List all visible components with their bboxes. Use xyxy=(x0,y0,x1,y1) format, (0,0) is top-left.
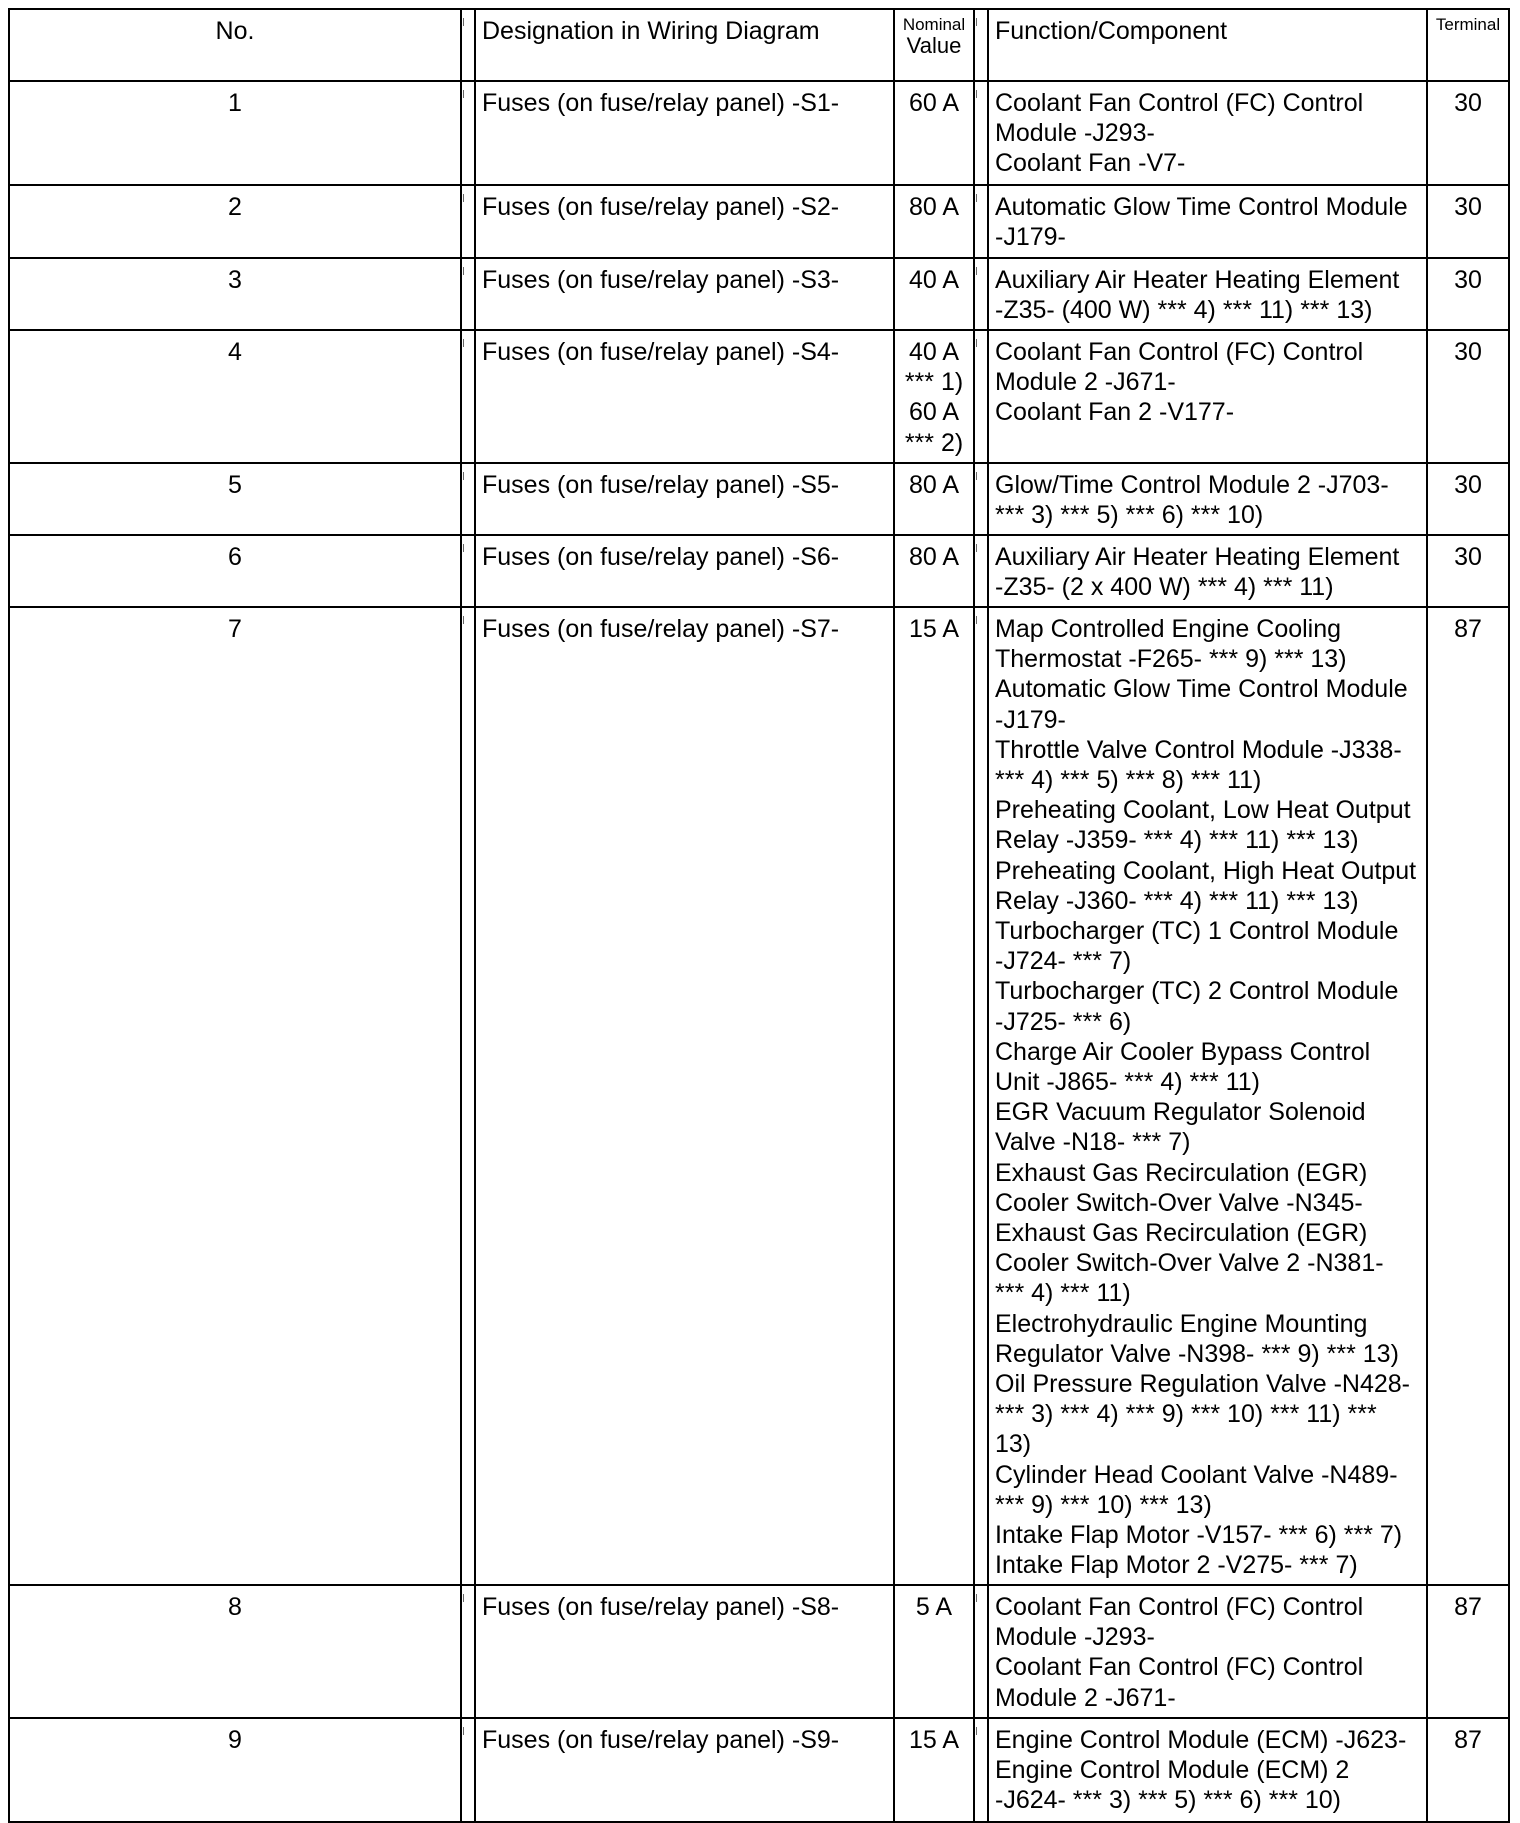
function-line: Coolant Fan Control (FC) Control xyxy=(995,338,1364,366)
row-spacer xyxy=(974,1718,988,1822)
row-spacer xyxy=(461,258,475,330)
nominal-value-line: 60 A xyxy=(908,89,960,117)
row-spacer xyxy=(461,1718,475,1822)
row-spacer xyxy=(974,535,988,607)
table-row xyxy=(9,185,1509,258)
header-nominal-value xyxy=(894,9,974,81)
function-line: -Z35- (400 W) *** 4) *** 11) *** 13) xyxy=(995,296,1373,325)
row-terminal: 87 xyxy=(1427,1585,1509,1718)
row-designation: Fuses (on fuse/relay panel) -S5- xyxy=(475,463,894,535)
nominal-value-line: *** 2) xyxy=(904,428,964,457)
function-line: *** 3) *** 5) *** 6) *** 10) xyxy=(995,501,1264,530)
header-terminal xyxy=(1427,9,1509,81)
row-number: 5 xyxy=(9,463,461,535)
header-terminal-label: Terminal xyxy=(1435,15,1501,34)
row-number: 1 xyxy=(9,81,461,185)
nominal-value-line: 15 A xyxy=(908,615,960,643)
nominal-value-line: 40 A xyxy=(908,338,960,366)
table-row xyxy=(9,463,1509,535)
row-number: 2 xyxy=(9,185,461,258)
table-row xyxy=(9,1718,1509,1822)
header-spacer xyxy=(461,9,475,81)
row-designation: Fuses (on fuse/relay panel) -S9- xyxy=(475,1718,894,1822)
function-line: -J624- *** 3) *** 5) *** 6) *** 10) xyxy=(995,1786,1341,1815)
header-spacer xyxy=(974,9,988,81)
header-nominal-top: Nominal xyxy=(902,15,966,34)
row-spacer xyxy=(974,81,988,185)
row-spacer xyxy=(461,185,475,258)
function-line: EGR Vacuum Regulator Solenoid xyxy=(995,1098,1366,1127)
function-line: Coolant Fan 2 -V177- xyxy=(995,398,1235,427)
function-line: Module 2 -J671- xyxy=(995,1683,1176,1712)
function-line: Coolant Fan Control (FC) Control xyxy=(995,89,1364,117)
function-line: Exhaust Gas Recirculation (EGR) xyxy=(995,1158,1368,1187)
row-number: 8 xyxy=(9,1585,461,1718)
function-line: 13) xyxy=(995,1430,1032,1459)
row-designation: Fuses (on fuse/relay panel) -S4- xyxy=(475,330,894,463)
row-designation: Fuses (on fuse/relay panel) -S1- xyxy=(475,81,894,185)
nominal-value-line: 40 A xyxy=(908,266,960,294)
function-line: Coolant Fan Control (FC) Control xyxy=(995,1593,1364,1621)
function-line: Coolant Fan Control (FC) Control xyxy=(995,1653,1364,1682)
header-nominal-bottom: Value xyxy=(906,33,962,58)
function-line: Oil Pressure Regulation Valve -N428- xyxy=(995,1370,1411,1399)
row-designation: Fuses (on fuse/relay panel) -S2- xyxy=(475,185,894,258)
fuse-table-sheet xyxy=(8,8,1508,1815)
row-terminal: 30 xyxy=(1427,463,1509,535)
function-line: Engine Control Module (ECM) 2 xyxy=(995,1756,1350,1785)
function-line: Automatic Glow Time Control Module xyxy=(995,193,1408,221)
header-function: Function/Component xyxy=(988,9,1427,81)
function-line: Intake Flap Motor 2 -V275- *** 7) xyxy=(995,1551,1358,1580)
row-nominal-value xyxy=(894,81,974,185)
function-line: Module -J293- xyxy=(995,119,1155,148)
row-spacer xyxy=(461,607,475,1585)
function-line: Cooler Switch-Over Valve 2 -N381- xyxy=(995,1249,1384,1278)
table-row xyxy=(9,81,1509,185)
row-function xyxy=(988,330,1427,463)
table-row xyxy=(9,607,1509,1585)
row-terminal: 87 xyxy=(1427,1718,1509,1822)
function-line: Cylinder Head Coolant Valve -N489- xyxy=(995,1460,1398,1489)
function-line: Turbocharger (TC) 1 Control Module xyxy=(995,917,1399,946)
row-spacer xyxy=(461,463,475,535)
function-line: -J179- xyxy=(995,223,1066,252)
function-line: Relay -J359- *** 4) *** 11) *** 13) xyxy=(995,826,1359,855)
row-nominal-value xyxy=(894,1585,974,1718)
function-line: Intake Flap Motor -V157- *** 6) *** 7) xyxy=(995,1521,1403,1550)
row-spacer xyxy=(974,463,988,535)
nominal-value-line: 80 A xyxy=(908,193,960,221)
row-designation: Fuses (on fuse/relay panel) -S6- xyxy=(475,535,894,607)
row-designation: Fuses (on fuse/relay panel) -S3- xyxy=(475,258,894,330)
function-line: *** 3) *** 4) *** 9) *** 10) *** 11) *** xyxy=(995,1400,1377,1429)
row-function xyxy=(988,185,1427,258)
function-line: Regulator Valve -N398- *** 9) *** 13) xyxy=(995,1339,1399,1368)
row-terminal: 30 xyxy=(1427,185,1509,258)
row-spacer xyxy=(974,258,988,330)
row-terminal: 30 xyxy=(1427,330,1509,463)
row-function xyxy=(988,535,1427,607)
row-designation: Fuses (on fuse/relay panel) -S7- xyxy=(475,607,894,1585)
row-spacer xyxy=(461,1585,475,1718)
header-designation: Designation in Wiring Diagram xyxy=(475,9,894,81)
nominal-value-line: 80 A xyxy=(908,543,960,571)
header-no: No. xyxy=(9,9,461,81)
row-nominal-value xyxy=(894,1718,974,1822)
function-line: -Z35- (2 x 400 W) *** 4) *** 11) xyxy=(995,573,1334,602)
row-function xyxy=(988,607,1427,1585)
row-spacer xyxy=(461,81,475,185)
function-line: Auxiliary Air Heater Heating Element xyxy=(995,266,1400,294)
table-row xyxy=(9,258,1509,330)
function-line: Coolant Fan -V7- xyxy=(995,149,1186,178)
nominal-value-line: 5 A xyxy=(915,1593,953,1621)
function-line: Map Controlled Engine Cooling xyxy=(995,615,1342,643)
function-line: Engine Control Module (ECM) -J623- xyxy=(995,1726,1407,1754)
row-spacer xyxy=(974,185,988,258)
function-line: Throttle Valve Control Module -J338- xyxy=(995,735,1402,764)
row-spacer xyxy=(974,1585,988,1718)
function-line: Turbocharger (TC) 2 Control Module xyxy=(995,977,1399,1006)
row-terminal: 30 xyxy=(1427,258,1509,330)
row-terminal: 30 xyxy=(1427,535,1509,607)
function-line: -J179- xyxy=(995,705,1066,734)
function-line: Valve -N18- *** 7) xyxy=(995,1128,1191,1157)
function-line: Cooler Switch-Over Valve -N345- xyxy=(995,1188,1363,1217)
function-line: Module 2 -J671- xyxy=(995,368,1176,397)
function-line: Glow/Time Control Module 2 -J703- xyxy=(995,471,1389,499)
function-line: Preheating Coolant, High Heat Output xyxy=(995,856,1417,885)
row-function xyxy=(988,463,1427,535)
header-row xyxy=(9,9,1509,81)
row-spacer xyxy=(974,607,988,1585)
row-nominal-value xyxy=(894,463,974,535)
row-nominal-value xyxy=(894,258,974,330)
function-line: Exhaust Gas Recirculation (EGR) xyxy=(995,1219,1368,1248)
row-spacer xyxy=(974,330,988,463)
function-line: -J724- *** 7) xyxy=(995,947,1132,976)
table-row xyxy=(9,330,1509,463)
function-line: Preheating Coolant, Low Heat Output xyxy=(995,796,1411,825)
function-line: *** 4) *** 5) *** 8) *** 11) xyxy=(995,766,1262,795)
nominal-value-line: 15 A xyxy=(908,1726,960,1754)
function-line: -J725- *** 6) xyxy=(995,1007,1132,1036)
row-function xyxy=(988,1718,1427,1822)
row-designation: Fuses (on fuse/relay panel) -S8- xyxy=(475,1585,894,1718)
function-line: Automatic Glow Time Control Module xyxy=(995,675,1408,704)
row-nominal-value xyxy=(894,607,974,1585)
function-line: Charge Air Cooler Bypass Control xyxy=(995,1037,1371,1066)
function-line: Unit -J865- *** 4) *** 11) xyxy=(995,1068,1260,1097)
table-row xyxy=(9,1585,1509,1718)
row-terminal: 87 xyxy=(1427,607,1509,1585)
function-line: Module -J293- xyxy=(995,1623,1155,1652)
fuse-table xyxy=(8,8,1510,1823)
row-nominal-value xyxy=(894,330,974,463)
row-nominal-value xyxy=(894,535,974,607)
row-function xyxy=(988,81,1427,185)
function-line: Relay -J360- *** 4) *** 11) *** 13) xyxy=(995,886,1359,915)
row-spacer xyxy=(461,330,475,463)
row-number: 7 xyxy=(9,607,461,1585)
row-spacer xyxy=(461,535,475,607)
nominal-value-line: *** 1) xyxy=(904,368,964,397)
row-function xyxy=(988,258,1427,330)
function-line: *** 9) *** 10) *** 13) xyxy=(995,1490,1212,1519)
nominal-value-line: 60 A xyxy=(908,398,960,427)
function-line: Electrohydraulic Engine Mounting xyxy=(995,1309,1368,1338)
row-number: 3 xyxy=(9,258,461,330)
function-line: *** 4) *** 11) xyxy=(995,1279,1131,1308)
row-terminal: 30 xyxy=(1427,81,1509,185)
row-number: 6 xyxy=(9,535,461,607)
table-row xyxy=(9,535,1509,607)
row-nominal-value xyxy=(894,185,974,258)
row-number: 4 xyxy=(9,330,461,463)
function-line: Auxiliary Air Heater Heating Element xyxy=(995,543,1400,571)
function-line: Thermostat -F265- *** 9) *** 13) xyxy=(995,645,1347,674)
row-function xyxy=(988,1585,1427,1718)
row-number: 9 xyxy=(9,1718,461,1822)
nominal-value-line: 80 A xyxy=(908,471,960,499)
